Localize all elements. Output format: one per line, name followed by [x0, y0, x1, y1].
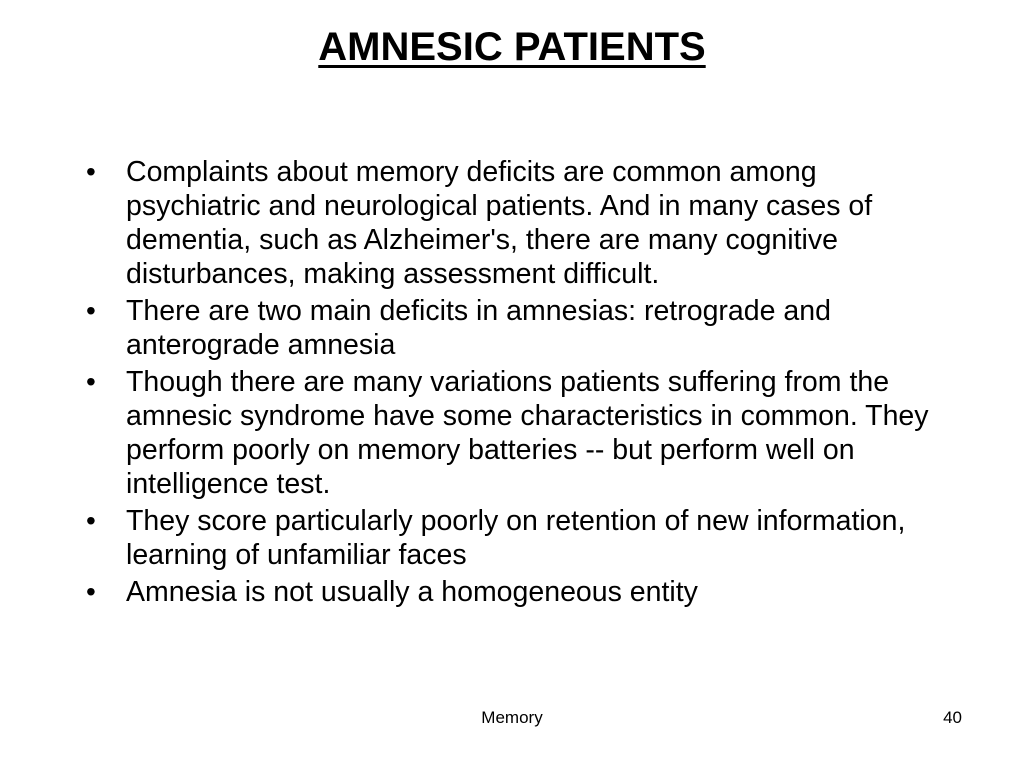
bullet-marker: •	[86, 576, 96, 607]
bullet-item	[86, 294, 956, 362]
bullet-text: There are two main deficits in amnesias: retrograde and anterograde amnesia	[126, 295, 831, 361]
bullet-list	[86, 155, 956, 609]
bullet-marker: •	[86, 505, 96, 536]
bullet-item	[86, 575, 956, 609]
bullet-marker: •	[86, 366, 96, 397]
bullet-marker: •	[86, 295, 96, 326]
slide-title	[0, 20, 1024, 74]
footer-label: Memory	[481, 708, 543, 727]
bullet-text: Complaints about memory deficits are common among psychiatric and neurological patients. And in many cases of dementia, such as Alzheimer's, there are many cognitive disturbances, making assessment difficult.	[126, 156, 873, 290]
bullet-text: Though there are many variations patients suffering from the amnesic syndrome have some characteristics in common. They perform poorly on memory batteries -- but perform well on intelligence test.	[126, 366, 929, 500]
bullet-text: They score particularly poorly on retention of new information, learning of unfamiliar faces	[126, 505, 906, 571]
bullet-item	[86, 365, 956, 501]
slide-title-text: AMNESIC PATIENTS	[318, 25, 706, 69]
page-number: 40	[943, 708, 962, 727]
bullet-marker: •	[86, 156, 96, 187]
bullet-text: Amnesia is not usually a homogeneous entity	[126, 576, 698, 608]
bullet-item	[86, 504, 956, 572]
bullet-item	[86, 155, 956, 291]
